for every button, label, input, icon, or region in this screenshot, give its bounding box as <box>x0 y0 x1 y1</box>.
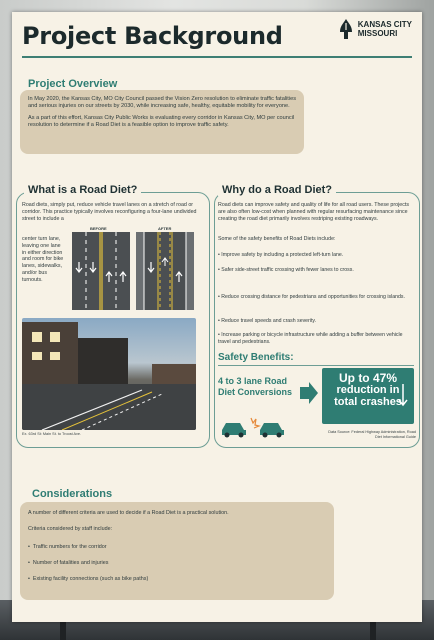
after-lanes <box>136 232 194 310</box>
photo-street-markings <box>22 318 196 430</box>
why-bullet-text: Safer side-street traffic crossing with fewer lanes to cross. <box>221 267 354 273</box>
before-road-diagram <box>72 232 130 310</box>
criteria-bullet: • Number of fatalities and injuries <box>28 560 109 566</box>
logo-line-1: KANSAS CITY <box>357 20 412 29</box>
considerations-panel <box>20 502 334 600</box>
why-text: Road diets can improve safety and quality of life for all road users. These projects are also often low-cost when planned with regular resurfacing maintenance since creating the road diet primarily involves restriping existing roadways. <box>218 202 409 222</box>
after-road-diagram <box>136 232 194 310</box>
criteria-bullet: • Existing facility connections (such as bike paths) <box>28 576 149 582</box>
why-text-benefits-intro: Some of the safety benefits of Road Diets include: <box>218 236 336 242</box>
road-diet-example-photo <box>22 318 196 430</box>
considerations-heading: Considerations <box>32 488 113 500</box>
what-text: Road diets, simply put, reduce vehicle travel lanes on a stretch of road or corridor. This practice typically involves reconfiguring a four-lane undivided street to include a <box>22 202 197 222</box>
safety-benefits-heading: Safety Benefits: <box>218 352 294 363</box>
overview-panel <box>20 90 304 154</box>
data-source: Data Source: Federal Highway Administration, Road Diet Informational Guide <box>328 430 416 439</box>
poster-title: Project Background <box>22 22 283 50</box>
why-bullet: • Reduce travel speeds and crash severity. <box>218 318 317 324</box>
why-bullet: • Reduce crossing distance for pedestrians and opportunities for crossing islands. <box>218 294 405 300</box>
right-arrow-icon <box>300 382 318 404</box>
criteria-bullet-text: Number of fatalities and injuries <box>32 560 109 566</box>
before-lanes <box>72 232 130 310</box>
criteria-bullet-text: Traffic numbers for the corridor <box>32 544 107 550</box>
after-label: AFTER <box>158 226 172 231</box>
overview-heading: Project Overview <box>28 78 118 90</box>
crash-cars-icon <box>220 414 292 438</box>
safety-divider <box>218 365 414 366</box>
logo-line-2: MISSOURI <box>357 29 398 38</box>
what-text-continued: center turn lane, leaving one lane in either direction and room for bike lanes, sidewalks, and/or bus turnouts. <box>22 236 64 283</box>
overview-paragraph: In May 2020, the Kansas City, MO City Council passed the Vision Zero resolution to eliminate traffic fatalities and serious injuries on our streets by 2030, while increasing safe, healthy, equitable mobility for everyone. <box>28 96 297 109</box>
why-bullet-text: Increase parking or bicycle infrastructure while adding a buffer between vehicle travel and pedestrians. <box>218 332 403 345</box>
why-bullet-text: Reduce crossing distance for pedestrians and opportunities for crossing islands. <box>221 294 405 300</box>
poster-board <box>12 12 422 622</box>
kc-logo <box>338 18 412 40</box>
criteria-bullet-text: Existing facility connections (such as bike paths) <box>32 576 149 582</box>
considerations-intro: A number of different criteria are used to decide if a Road Diet is a practical solution. <box>28 510 229 516</box>
overview-paragraph: As a part of this effort, Kansas City Public Works is evaluating every corridor in Kansas City, MO per council resolution to determine if a Road Diet is a feasible option to improve traffic safety. <box>28 115 295 128</box>
what-heading: What is a Road Diet? <box>24 184 141 196</box>
title-divider <box>22 56 412 58</box>
why-bullet: • Improve safety by including a protected left-turn lane. <box>218 252 344 258</box>
conversion-label: 4 to 3 lane Road Diet Conversions <box>218 376 293 397</box>
stat-line-3: total crashes <box>334 396 402 408</box>
down-arrow-icon <box>398 384 408 408</box>
fountain-icon <box>338 18 354 40</box>
why-heading: Why do a Road Diet? <box>218 184 336 196</box>
why-bullet: • Increase parking or bicycle infrastructure while adding a buffer between vehicle travel and pedestrians. <box>218 332 403 345</box>
criteria-bullet: • Traffic numbers for the corridor <box>28 544 107 550</box>
stat-line-1: Up to 47% <box>338 371 397 385</box>
criteria-intro: Criteria considered by staff include: <box>28 526 113 532</box>
why-bullet: • Safer side-street traffic crossing with fewer lanes to cross. <box>218 267 354 273</box>
photo-caption: Ex. 63rd St: Main St. to Troost Ave. <box>22 432 82 436</box>
stat-line-2: reduction in <box>336 384 400 396</box>
logo-text <box>358 20 412 38</box>
why-bullet-text: Reduce travel speeds and crash severity. <box>221 318 317 324</box>
why-bullet-text: Improve safety by including a protected left-turn lane. <box>221 252 344 258</box>
before-label: BEFORE <box>90 226 107 231</box>
